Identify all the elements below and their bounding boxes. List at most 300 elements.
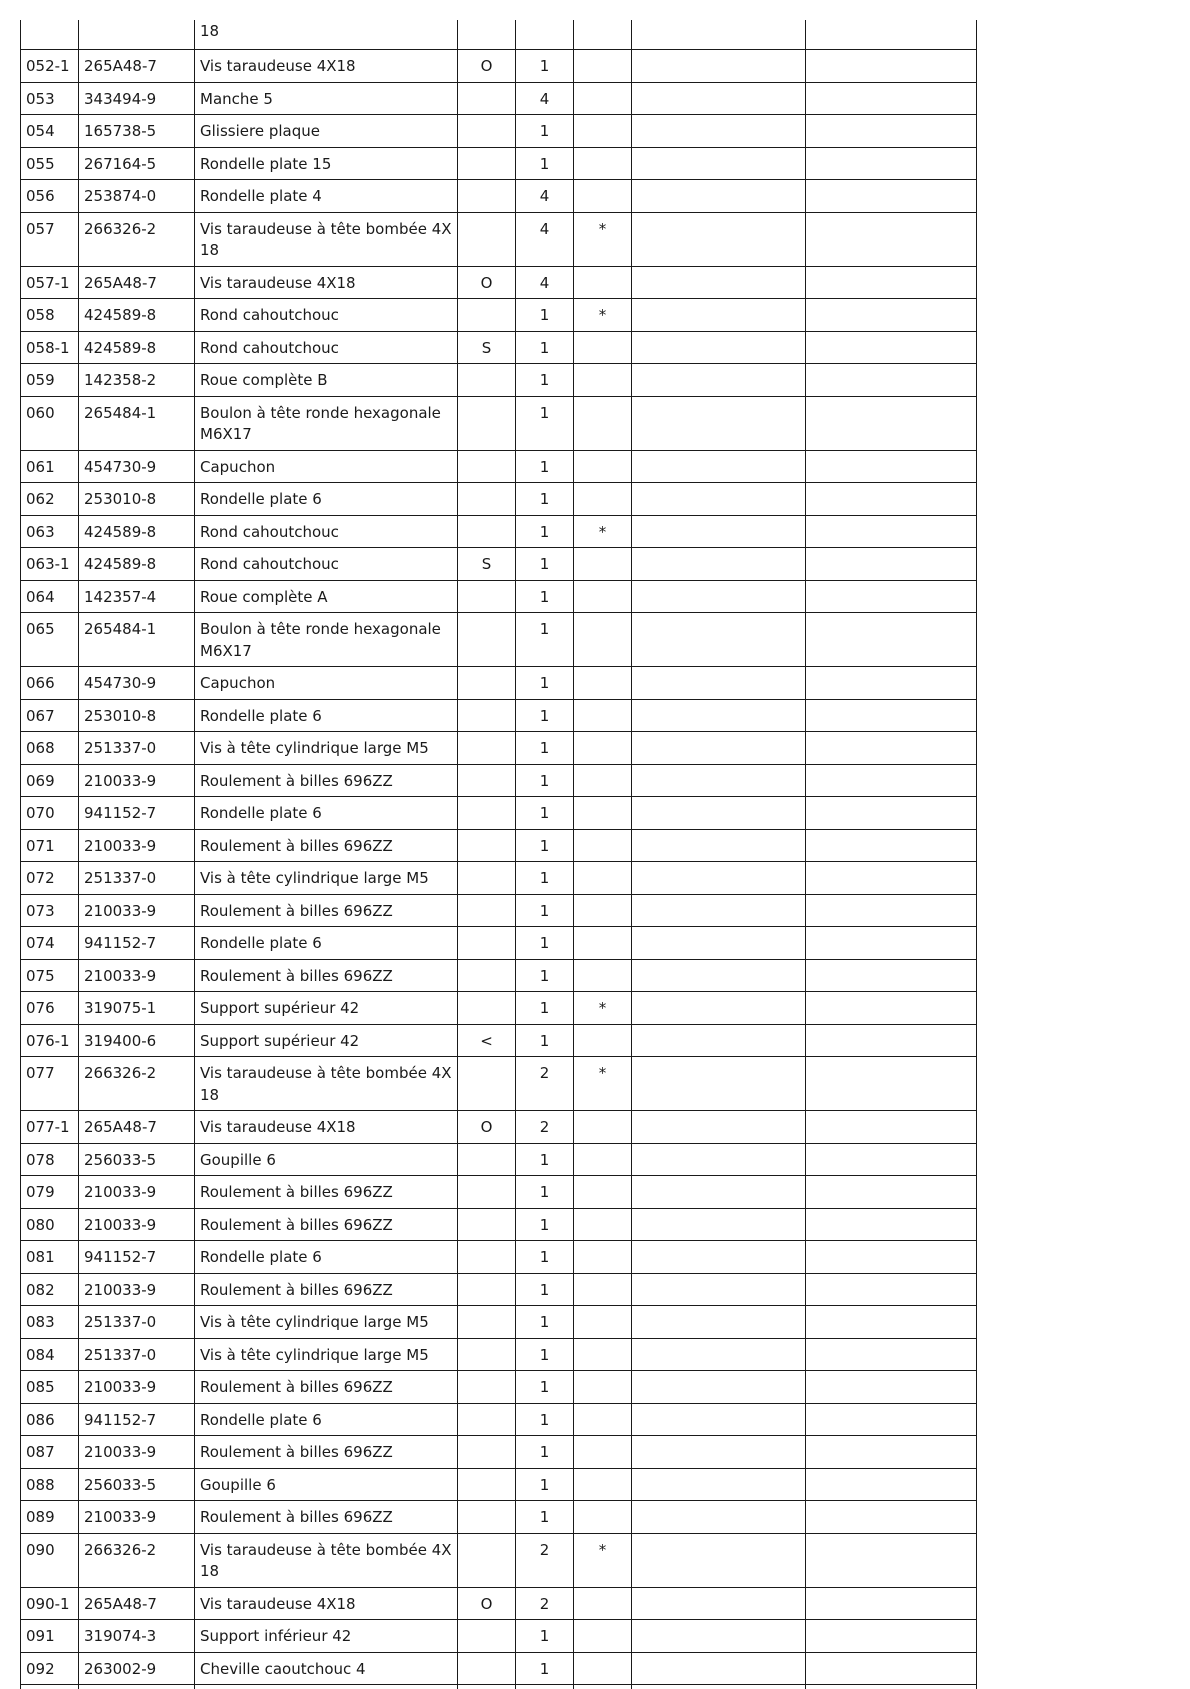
cell-extra-2 (806, 115, 977, 148)
cell-description: Roue complète A (195, 580, 458, 613)
cell-qty: 1 (516, 732, 574, 765)
cell-mark (574, 732, 632, 765)
cell-extra-2 (806, 959, 977, 992)
table-row (21, 147, 977, 180)
cell-item-no: 077-1 (21, 1111, 79, 1144)
cell-part-ref: 210033-9 (79, 959, 195, 992)
cell-item-no: 054 (21, 115, 79, 148)
table-row (21, 1468, 977, 1501)
table-row (21, 959, 977, 992)
cell-extra-1 (632, 1587, 806, 1620)
cell-mark (574, 82, 632, 115)
cell-item-no: 085 (21, 1371, 79, 1404)
cell-part-ref: 424589-8 (79, 515, 195, 548)
cell-part-ref: 210033-9 (79, 829, 195, 862)
cell-item-no: 062 (21, 483, 79, 516)
cell-sub (458, 1685, 516, 1689)
cell-qty: 1 (516, 548, 574, 581)
cell-mark: * (574, 515, 632, 548)
cell-extra-2 (806, 1024, 977, 1057)
cell-part-ref: 142358-2 (79, 364, 195, 397)
cell-qty: 1 (516, 1273, 574, 1306)
cell-part-ref: 265A48-7 (79, 266, 195, 299)
cell-description: Roulement à billes 696ZZ (195, 1436, 458, 1469)
cell-qty (516, 20, 574, 50)
cell-sub (458, 699, 516, 732)
cell-extra-1 (632, 829, 806, 862)
cell-qty: 1 (516, 1338, 574, 1371)
cell-extra-2 (806, 1652, 977, 1685)
cell-sub (458, 862, 516, 895)
cell-item-no: 077 (21, 1057, 79, 1111)
cell-item-no (21, 20, 79, 50)
cell-part-ref: 267164-5 (79, 147, 195, 180)
table-row (21, 862, 977, 895)
cell-mark (574, 1403, 632, 1436)
cell-sub (458, 450, 516, 483)
cell-part-ref: 941152-7 (79, 797, 195, 830)
table-row (21, 613, 977, 667)
cell-sub (458, 1371, 516, 1404)
cell-sub: O (458, 1111, 516, 1144)
table-row (21, 396, 977, 450)
cell-item-no: 064 (21, 580, 79, 613)
cell-part-ref: 210033-9 (79, 894, 195, 927)
cell-sub (458, 1241, 516, 1274)
cell-qty: 1 (516, 862, 574, 895)
cell-extra-2 (806, 1403, 977, 1436)
table-row (21, 1306, 977, 1339)
cell-description: Vis à tête cylindrique large M5 (195, 1306, 458, 1339)
table-row (21, 364, 977, 397)
cell-description: 18 (195, 20, 458, 50)
table-row (21, 1338, 977, 1371)
cell-sub (458, 1208, 516, 1241)
cell-item-no (21, 1685, 79, 1689)
cell-qty: 4 (516, 266, 574, 299)
cell-qty: 1 (516, 1436, 574, 1469)
cell-part-ref: 210033-9 (79, 1273, 195, 1306)
cell-description: Rondelle plate 6 (195, 699, 458, 732)
cell-extra-1 (632, 20, 806, 50)
cell-description: Manche 5 (195, 82, 458, 115)
cell-extra-1 (632, 732, 806, 765)
cell-extra-2 (806, 82, 977, 115)
cell-qty: 1 (516, 1620, 574, 1653)
cell-description: Vis taraudeuse à tête bombée 4X 18 (195, 212, 458, 266)
table-row (21, 82, 977, 115)
cell-part-ref: 319400-6 (79, 1024, 195, 1057)
cell-mark: * (574, 1533, 632, 1587)
table-row (21, 1587, 977, 1620)
cell-description: Roulement à billes 696ZZ (195, 1208, 458, 1241)
cell-description: Cheville caoutchouc 4 (195, 1652, 458, 1685)
cell-mark (574, 959, 632, 992)
cell-qty: 1 (516, 50, 574, 83)
cell-mark (574, 548, 632, 581)
cell-extra-2 (806, 1587, 977, 1620)
table-row (21, 699, 977, 732)
cell-description: Roulement à billes 696ZZ (195, 1176, 458, 1209)
cell-extra-2 (806, 147, 977, 180)
cell-extra-1 (632, 1468, 806, 1501)
cell-item-no: 052-1 (21, 50, 79, 83)
cell-item-no: 075 (21, 959, 79, 992)
cell-sub (458, 147, 516, 180)
cell-sub (458, 20, 516, 50)
cell-extra-2 (806, 396, 977, 450)
cell-sub (458, 894, 516, 927)
cell-item-no: 068 (21, 732, 79, 765)
cell-extra-1 (632, 894, 806, 927)
cell-qty: 1 (516, 450, 574, 483)
cell-mark: * (574, 299, 632, 332)
cell-description (195, 1685, 458, 1689)
cell-item-no: 067 (21, 699, 79, 732)
cell-description: Vis taraudeuse 4X18 (195, 50, 458, 83)
cell-mark (574, 115, 632, 148)
cell-description: Goupille 6 (195, 1143, 458, 1176)
cell-sub (458, 82, 516, 115)
cell-item-no: 063 (21, 515, 79, 548)
table-row (21, 299, 977, 332)
cell-description: Rond cahoutchouc (195, 515, 458, 548)
cell-mark (574, 862, 632, 895)
cell-extra-1 (632, 1403, 806, 1436)
cell-item-no: 072 (21, 862, 79, 895)
cell-part-ref: 319074-3 (79, 1620, 195, 1653)
cell-sub (458, 364, 516, 397)
cell-item-no: 083 (21, 1306, 79, 1339)
cell-description: Roue complète B (195, 364, 458, 397)
cell-mark: * (574, 212, 632, 266)
cell-mark (574, 331, 632, 364)
cell-extra-1 (632, 515, 806, 548)
cell-extra-1 (632, 797, 806, 830)
cell-description: Rondelle plate 6 (195, 927, 458, 960)
table-row-continued (21, 20, 977, 50)
cell-item-no: 055 (21, 147, 79, 180)
cell-mark (574, 764, 632, 797)
cell-description: Rondelle plate 4 (195, 180, 458, 213)
cell-qty: 1 (516, 764, 574, 797)
cell-item-no: 065 (21, 613, 79, 667)
cell-description: Glissiere plaque (195, 115, 458, 148)
cell-sub (458, 992, 516, 1025)
cell-qty: 1 (516, 396, 574, 450)
cell-extra-2 (806, 1371, 977, 1404)
cell-description: Vis à tête cylindrique large M5 (195, 862, 458, 895)
cell-sub: O (458, 266, 516, 299)
cell-qty: 1 (516, 1468, 574, 1501)
cell-sub (458, 613, 516, 667)
cell-qty: 1 (516, 115, 574, 148)
cell-mark (574, 1176, 632, 1209)
cell-qty: 2 (516, 1587, 574, 1620)
cell-sub (458, 1533, 516, 1587)
cell-mark (574, 1306, 632, 1339)
cell-mark (574, 1208, 632, 1241)
cell-extra-1 (632, 1273, 806, 1306)
cell-item-no: 060 (21, 396, 79, 450)
cell-part-ref: 265484-1 (79, 613, 195, 667)
cell-extra-2 (806, 1685, 977, 1689)
cell-extra-1 (632, 927, 806, 960)
cell-mark (574, 1143, 632, 1176)
cell-description: Roulement à billes 696ZZ (195, 829, 458, 862)
cell-sub: S (458, 331, 516, 364)
cell-part-ref: 256033-5 (79, 1143, 195, 1176)
cell-description: Capuchon (195, 450, 458, 483)
cell-mark (574, 1620, 632, 1653)
cell-sub (458, 1436, 516, 1469)
cell-extra-2 (806, 732, 977, 765)
cell-qty: 1 (516, 699, 574, 732)
cell-sub (458, 115, 516, 148)
cell-sub: O (458, 50, 516, 83)
cell-mark: * (574, 992, 632, 1025)
table-row (21, 483, 977, 516)
cell-qty: 1 (516, 613, 574, 667)
cell-sub (458, 829, 516, 862)
parts-table-body (21, 20, 977, 1689)
cell-part-ref: 424589-8 (79, 548, 195, 581)
cell-mark (574, 699, 632, 732)
cell-extra-2 (806, 180, 977, 213)
cell-sub: < (458, 1024, 516, 1057)
cell-extra-1 (632, 548, 806, 581)
cell-qty: 1 (516, 299, 574, 332)
parts-table (20, 20, 977, 1689)
cell-qty: 1 (516, 667, 574, 700)
cell-item-no: 092 (21, 1652, 79, 1685)
cell-part-ref: 266326-2 (79, 212, 195, 266)
cell-part-ref: 454730-9 (79, 450, 195, 483)
cell-extra-2 (806, 1241, 977, 1274)
cell-item-no: 076 (21, 992, 79, 1025)
cell-description: Vis taraudeuse à tête bombée 4X 18 (195, 1057, 458, 1111)
cell-item-no: 066 (21, 667, 79, 700)
cell-sub (458, 180, 516, 213)
cell-extra-2 (806, 299, 977, 332)
cell-part-ref: 210033-9 (79, 1176, 195, 1209)
cell-item-no: 081 (21, 1241, 79, 1274)
cell-extra-2 (806, 1501, 977, 1534)
cell-extra-2 (806, 1436, 977, 1469)
cell-item-no: 061 (21, 450, 79, 483)
cell-part-ref: 165738-5 (79, 115, 195, 148)
table-row (21, 1208, 977, 1241)
cell-extra-2 (806, 266, 977, 299)
cell-part-ref: 265A48-7 (79, 1111, 195, 1144)
cell-sub (458, 515, 516, 548)
cell-extra-1 (632, 1024, 806, 1057)
cell-qty: 1 (516, 364, 574, 397)
cell-description: Vis taraudeuse 4X18 (195, 1111, 458, 1144)
cell-description: Vis taraudeuse 4X18 (195, 1587, 458, 1620)
cell-extra-2 (806, 699, 977, 732)
cell-qty: 1 (516, 992, 574, 1025)
cell-extra-2 (806, 1533, 977, 1587)
cell-sub (458, 764, 516, 797)
cell-extra-2 (806, 1143, 977, 1176)
cell-item-no: 057-1 (21, 266, 79, 299)
table-row (21, 1111, 977, 1144)
table-row (21, 1143, 977, 1176)
cell-mark (574, 1241, 632, 1274)
cell-description: Rond cahoutchouc (195, 331, 458, 364)
cell-item-no: 074 (21, 927, 79, 960)
cell-extra-1 (632, 212, 806, 266)
cell-extra-1 (632, 1338, 806, 1371)
table-row (21, 115, 977, 148)
cell-part-ref: 251337-0 (79, 1338, 195, 1371)
cell-sub (458, 1176, 516, 1209)
cell-part-ref: 210033-9 (79, 764, 195, 797)
cell-qty: 2 (516, 1111, 574, 1144)
cell-mark (574, 613, 632, 667)
cell-part-ref: 266326-2 (79, 1057, 195, 1111)
cell-part-ref: 256033-5 (79, 1468, 195, 1501)
cell-part-ref: 253010-8 (79, 483, 195, 516)
cell-mark (574, 580, 632, 613)
cell-sub (458, 1652, 516, 1685)
cell-extra-1 (632, 580, 806, 613)
cell-part-ref: 210033-9 (79, 1501, 195, 1534)
table-row (21, 50, 977, 83)
table-row (21, 450, 977, 483)
cell-extra-1 (632, 266, 806, 299)
cell-qty (516, 1685, 574, 1689)
cell-qty: 1 (516, 959, 574, 992)
cell-mark (574, 1468, 632, 1501)
table-row (21, 797, 977, 830)
cell-extra-2 (806, 483, 977, 516)
cell-qty: 1 (516, 1241, 574, 1274)
cell-description: Rondelle plate 6 (195, 797, 458, 830)
table-row (21, 764, 977, 797)
cell-extra-2 (806, 1176, 977, 1209)
cell-mark (574, 20, 632, 50)
cell-description: Vis taraudeuse 4X18 (195, 266, 458, 299)
cell-part-ref: 454730-9 (79, 667, 195, 700)
cell-sub (458, 1306, 516, 1339)
cell-extra-2 (806, 894, 977, 927)
cell-extra-2 (806, 548, 977, 581)
cell-mark (574, 50, 632, 83)
cell-extra-2 (806, 667, 977, 700)
cell-extra-1 (632, 180, 806, 213)
cell-qty: 1 (516, 483, 574, 516)
cell-mark (574, 1652, 632, 1685)
table-row (21, 180, 977, 213)
cell-extra-2 (806, 1273, 977, 1306)
cell-mark (574, 829, 632, 862)
cell-item-no: 076-1 (21, 1024, 79, 1057)
cell-item-no: 087 (21, 1436, 79, 1469)
table-row (21, 331, 977, 364)
table-row (21, 1436, 977, 1469)
cell-extra-2 (806, 580, 977, 613)
cell-extra-2 (806, 927, 977, 960)
cell-extra-2 (806, 1338, 977, 1371)
cell-sub (458, 1501, 516, 1534)
cell-description: Roulement à billes 696ZZ (195, 1273, 458, 1306)
cell-description: Rondelle plate 6 (195, 483, 458, 516)
cell-extra-2 (806, 829, 977, 862)
cell-extra-1 (632, 299, 806, 332)
cell-mark (574, 364, 632, 397)
cell-sub (458, 732, 516, 765)
cell-extra-1 (632, 1306, 806, 1339)
cell-qty: 1 (516, 331, 574, 364)
cell-mark (574, 483, 632, 516)
cell-extra-2 (806, 797, 977, 830)
cell-extra-2 (806, 1468, 977, 1501)
cell-mark (574, 147, 632, 180)
cell-part-ref: 941152-7 (79, 1241, 195, 1274)
table-row (21, 1241, 977, 1274)
cell-qty: 1 (516, 1501, 574, 1534)
cell-part-ref: 251337-0 (79, 862, 195, 895)
cell-part-ref: 343494-9 (79, 82, 195, 115)
cell-qty: 1 (516, 1403, 574, 1436)
cell-item-no: 063-1 (21, 548, 79, 581)
cell-part-ref: 265484-1 (79, 396, 195, 450)
cell-description: Boulon à tête ronde hexagonale M6X17 (195, 396, 458, 450)
table-row (21, 1403, 977, 1436)
cell-extra-2 (806, 515, 977, 548)
cell-mark: * (574, 1057, 632, 1111)
cell-mark (574, 266, 632, 299)
cell-part-ref: 210033-9 (79, 1371, 195, 1404)
cell-qty: 1 (516, 1371, 574, 1404)
cell-extra-1 (632, 1208, 806, 1241)
cell-extra-2 (806, 1208, 977, 1241)
cell-qty: 2 (516, 1057, 574, 1111)
cell-extra-1 (632, 364, 806, 397)
cell-description: Capuchon (195, 667, 458, 700)
cell-part-ref: 941152-7 (79, 1403, 195, 1436)
cell-qty: 1 (516, 829, 574, 862)
cell-qty: 1 (516, 927, 574, 960)
cell-part-ref: 941152-7 (79, 927, 195, 960)
cell-item-no: 090-1 (21, 1587, 79, 1620)
cell-extra-2 (806, 992, 977, 1025)
cell-description: Support inférieur 42 (195, 1620, 458, 1653)
cell-sub (458, 1468, 516, 1501)
cell-extra-1 (632, 667, 806, 700)
cell-extra-1 (632, 1057, 806, 1111)
cell-description: Vis taraudeuse à tête bombée 4X 18 (195, 1533, 458, 1587)
cell-extra-1 (632, 1533, 806, 1587)
cell-extra-1 (632, 699, 806, 732)
table-row (21, 829, 977, 862)
cell-part-ref: 253874-0 (79, 180, 195, 213)
cell-extra-2 (806, 764, 977, 797)
cell-extra-1 (632, 147, 806, 180)
cell-description: Vis à tête cylindrique large M5 (195, 1338, 458, 1371)
cell-extra-1 (632, 1436, 806, 1469)
cell-extra-1 (632, 450, 806, 483)
cell-mark (574, 396, 632, 450)
cell-item-no: 073 (21, 894, 79, 927)
cell-qty: 1 (516, 1143, 574, 1176)
cell-extra-2 (806, 20, 977, 50)
cell-part-ref: 265A48-7 (79, 1587, 195, 1620)
cell-extra-1 (632, 1111, 806, 1144)
cell-item-no: 089 (21, 1501, 79, 1534)
